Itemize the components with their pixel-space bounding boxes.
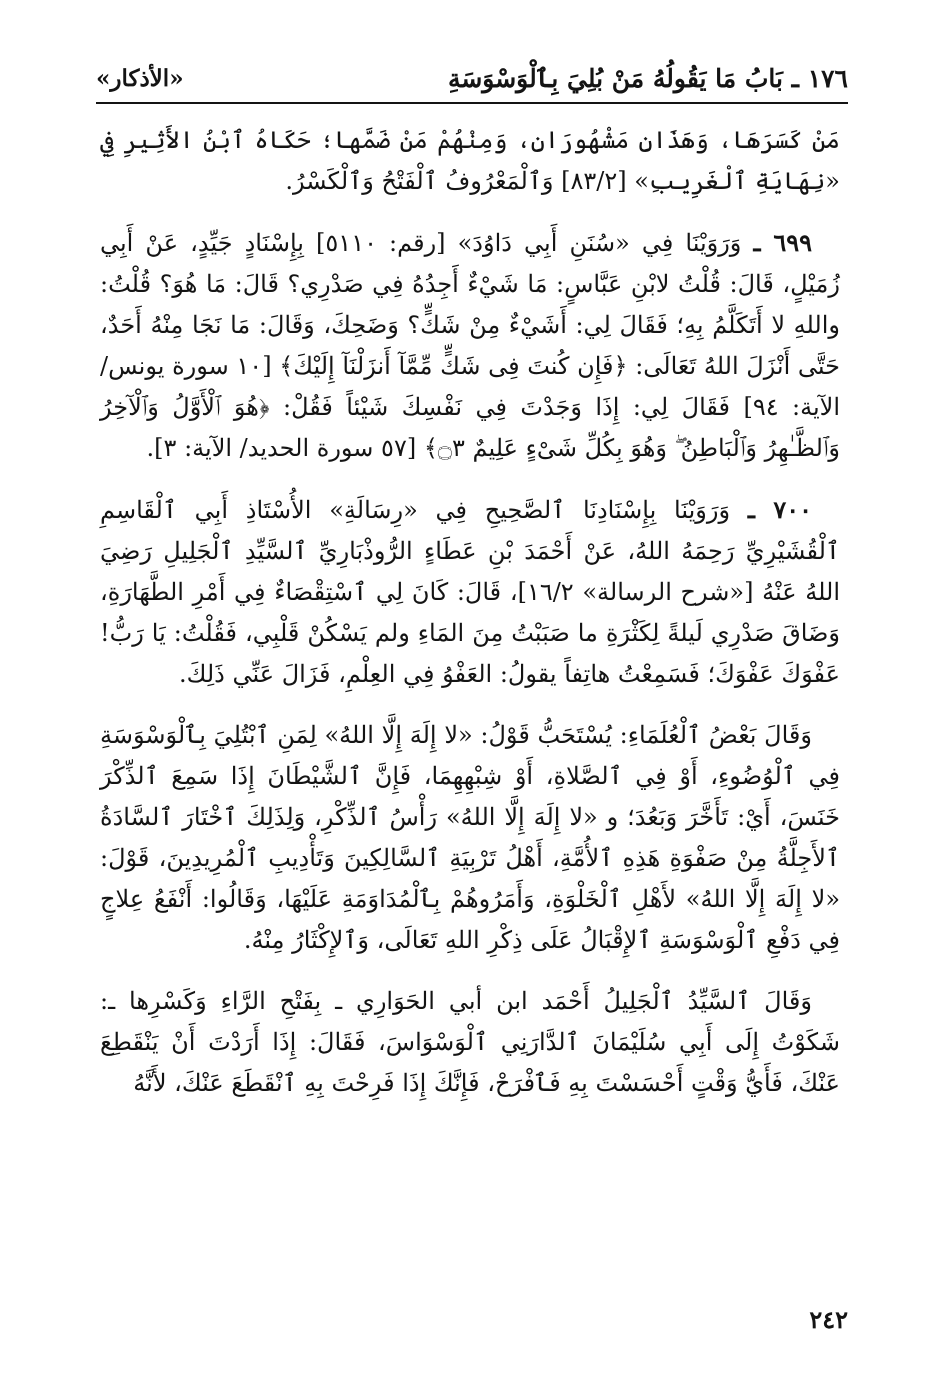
paragraph-text: مَنْ كَسَرَهَا، وَهَذَانِ مَشْهُورَانِ، وَمِنْهُمْ مَنْ ضَمَّها؛ حَكَاهُ ٱبْنُ الأَثِيرِ فِي «نِهَايَةِ ٱلْغَرِيبِ» [٨٣/٢] وَٱلْمَعْرُوفُ ٱلْفَتْحُ وَٱلْكَسْرُ.: [100, 126, 840, 195]
paragraph-text: وَقَالَ بَعْضُ ٱلْعُلَمَاءِ: يُسْتَحَبُّ قَوْلُ: «لا إِلَهَ إِلَّا اللهُ» لِمَنِ ٱبْتُلِيَ بِٱلْوَسْوَسَةِ فِي ٱلْوُضُوءِ، أَوْ فِي ٱلصَّلاةِ، أَوْ شِبْهِهِمَا، فَإِنَّ ٱلشَّيْطَانَ إِذَا سَمِعَ ٱلذِّكْرَ خَنَسَ، أَيْ: تَأَخَّرَ وَبَعُدَ؛ و «لا إِلَهَ إِلَّا اللهُ» رَأْسُ ٱلذِّكْرِ، وَلِذَلِكَ ٱخْتَارَ ٱلسَّادَةُ ٱلأَجِلَّةُ مِنْ صَفْوَةِ هَذِهِ ٱلأُمَّةِ، أَهْلُ تَرْبِيَةِ ٱلسَّالِكِينَ وَتَأْدِيبِ ٱلْمُرِيدِينَ، قَوْلَ: «لا إِلَهَ إِلَّا اللهُ» لأَهْلِ ٱلْخَلْوَةِ، وَأَمَرُوهُمْ بِٱلْمُدَاوَمَةِ عَلَيْهَا، وَقَالُوا: أَنْفَعُ عِلاجٍ فِي دَفْعِ ٱلْوَسْوَسَةِ ٱلإِقْبَالُ عَلَى ذِكْرِ اللهِ تَعَالَى، وَٱلإِكْثَارُ مِنْهُ.: [100, 721, 840, 954]
chapter-title: ١٧٦ ـ بَابُ مَا يَقُولُهُ مَنْ بُلِيَ بِٱلْوَسْوَسَةِ: [447, 63, 848, 93]
hadith-699: [100, 222, 840, 469]
paragraph-text: وَرَوَيْنَا فِي «سُنَنِ أَبِي دَاوُدَ» [رقم: ٥١١٠] بِإِسْنَادٍ جَيِّدٍ، عَنْ أَبِي زُمَيْلٍ، قَالَ: قُلْتُ لابْنِ عَبَّاسٍ: مَا شَيْءٌ أَجِدُهُ فِي صَدْرِي؟ قَالَ: مَا هُوَ؟ قُلْتُ: واللهِ لا أَتَكَلَّمُ بِهِ؛ فَقَالَ لِي: أَشَيْءٌ مِنْ شَكٍّ؟ وَضَحِكَ، وَقَالَ: مَا نَجَا مِنْهُ أَحَدٌ، حَتَّى أَنْزَلَ اللهُ تَعَالَى: ﴿فَإِن كُنتَ فِى شَكٍّ مِّمَّآ أَنزَلْنَآ إِلَيْكَ﴾ [١٠ سورة يونس/ الآية: ٩٤] فَقَالَ لِي: إِذَا وَجَدْتَ فِي نَفْسِكَ شَيْئاً فَقُلْ: ﴿هُوَ ٱلْأَوَّلُ وَٱلْآخِرُ وَٱلظَّـٰهِرُ وَٱلْبَاطِنُ ۖ وَهُوَ بِكُلِّ شَىْءٍ عَلِيمٌ ۝٣﴾ [٥٧ سورة الحديد/ الآية: ٣].: [100, 229, 841, 462]
book-title: «الأذكار»: [96, 64, 184, 92]
paragraph-ibn-abi-al-hawari: [100, 981, 840, 1104]
page-number: ٢٤٢: [809, 1305, 848, 1334]
running-header: [96, 60, 848, 96]
paragraph-scholars: [100, 715, 840, 961]
paragraph-continuation: [100, 120, 840, 202]
hadith-number: ٦٩٩ ـ: [753, 228, 812, 257]
main-text: [100, 120, 840, 1124]
hadith-number: ٧٠٠ ـ: [747, 495, 812, 524]
hadith-700: [100, 489, 840, 695]
header-divider: [96, 102, 848, 104]
paragraph-text: وَرَوَيْنَا بِإِسْنَادِنَا ٱلصَّحِيحِ فِي «رِسَالَةِ» الأُسْتَاذِ أَبِي ٱلْقَاسِمِ ٱلْقُشَيْرِيِّ رَحِمَهُ اللهُ، عَنْ أَحْمَدَ بْنِ عَطَاءٍ الرُّوذْبَارِيِّ ٱلسَّيِّدِ ٱلْجَلِيلِ رَضِيَ اللهُ عَنْهُ [«شرح الرسالة» ١٦/٢]، قَالَ: كَانَ لِي ٱسْتِقْصَاءٌ فِي أَمْرِ الطَّهَارَةِ، وَضَاقَ صَدْرِي لَيلةً لِكَثْرَةِ ما صَبَبْتُ مِنَ المَاءِ ولم يَسْكُنْ قَلْبِي، فَقُلْتُ: يَا رَبُّ! عَفْوَكَ عَفْوَكَ؛ فَسَمِعْتُ هاتِفاً يقولُ: العَفْوُ فِي العِلْمِ، فَزَالَ عَنِّي ذَلِكَ.: [100, 496, 840, 688]
paragraph-text: وَقَالَ ٱلسَّيِّدُ ٱلْجَلِيلُ أَحْمَد ابن أبي الحَوَارِي ـ بِفَتْحِ الرَّاءِ وَكَسْرِها ـ: شَكَوْتُ إِلَى أَبِي سُلَيْمَانَ ٱلدَّارَنِي ٱلْوَسْوَاسَ، فَقَالَ: إِذَا أَرَدْتَ أَنْ يَنْقَطِعَ عَنْكَ، فَأَيُّ وَقْتٍ أَحْسَسْتَ بِهِ فَٱفْرَحْ، فَإِنَّكَ إِذَا فَرِحْتَ بِهِ ٱنْقَطَعَ عَنْكَ، لأَنَّهُ: [100, 987, 840, 1097]
